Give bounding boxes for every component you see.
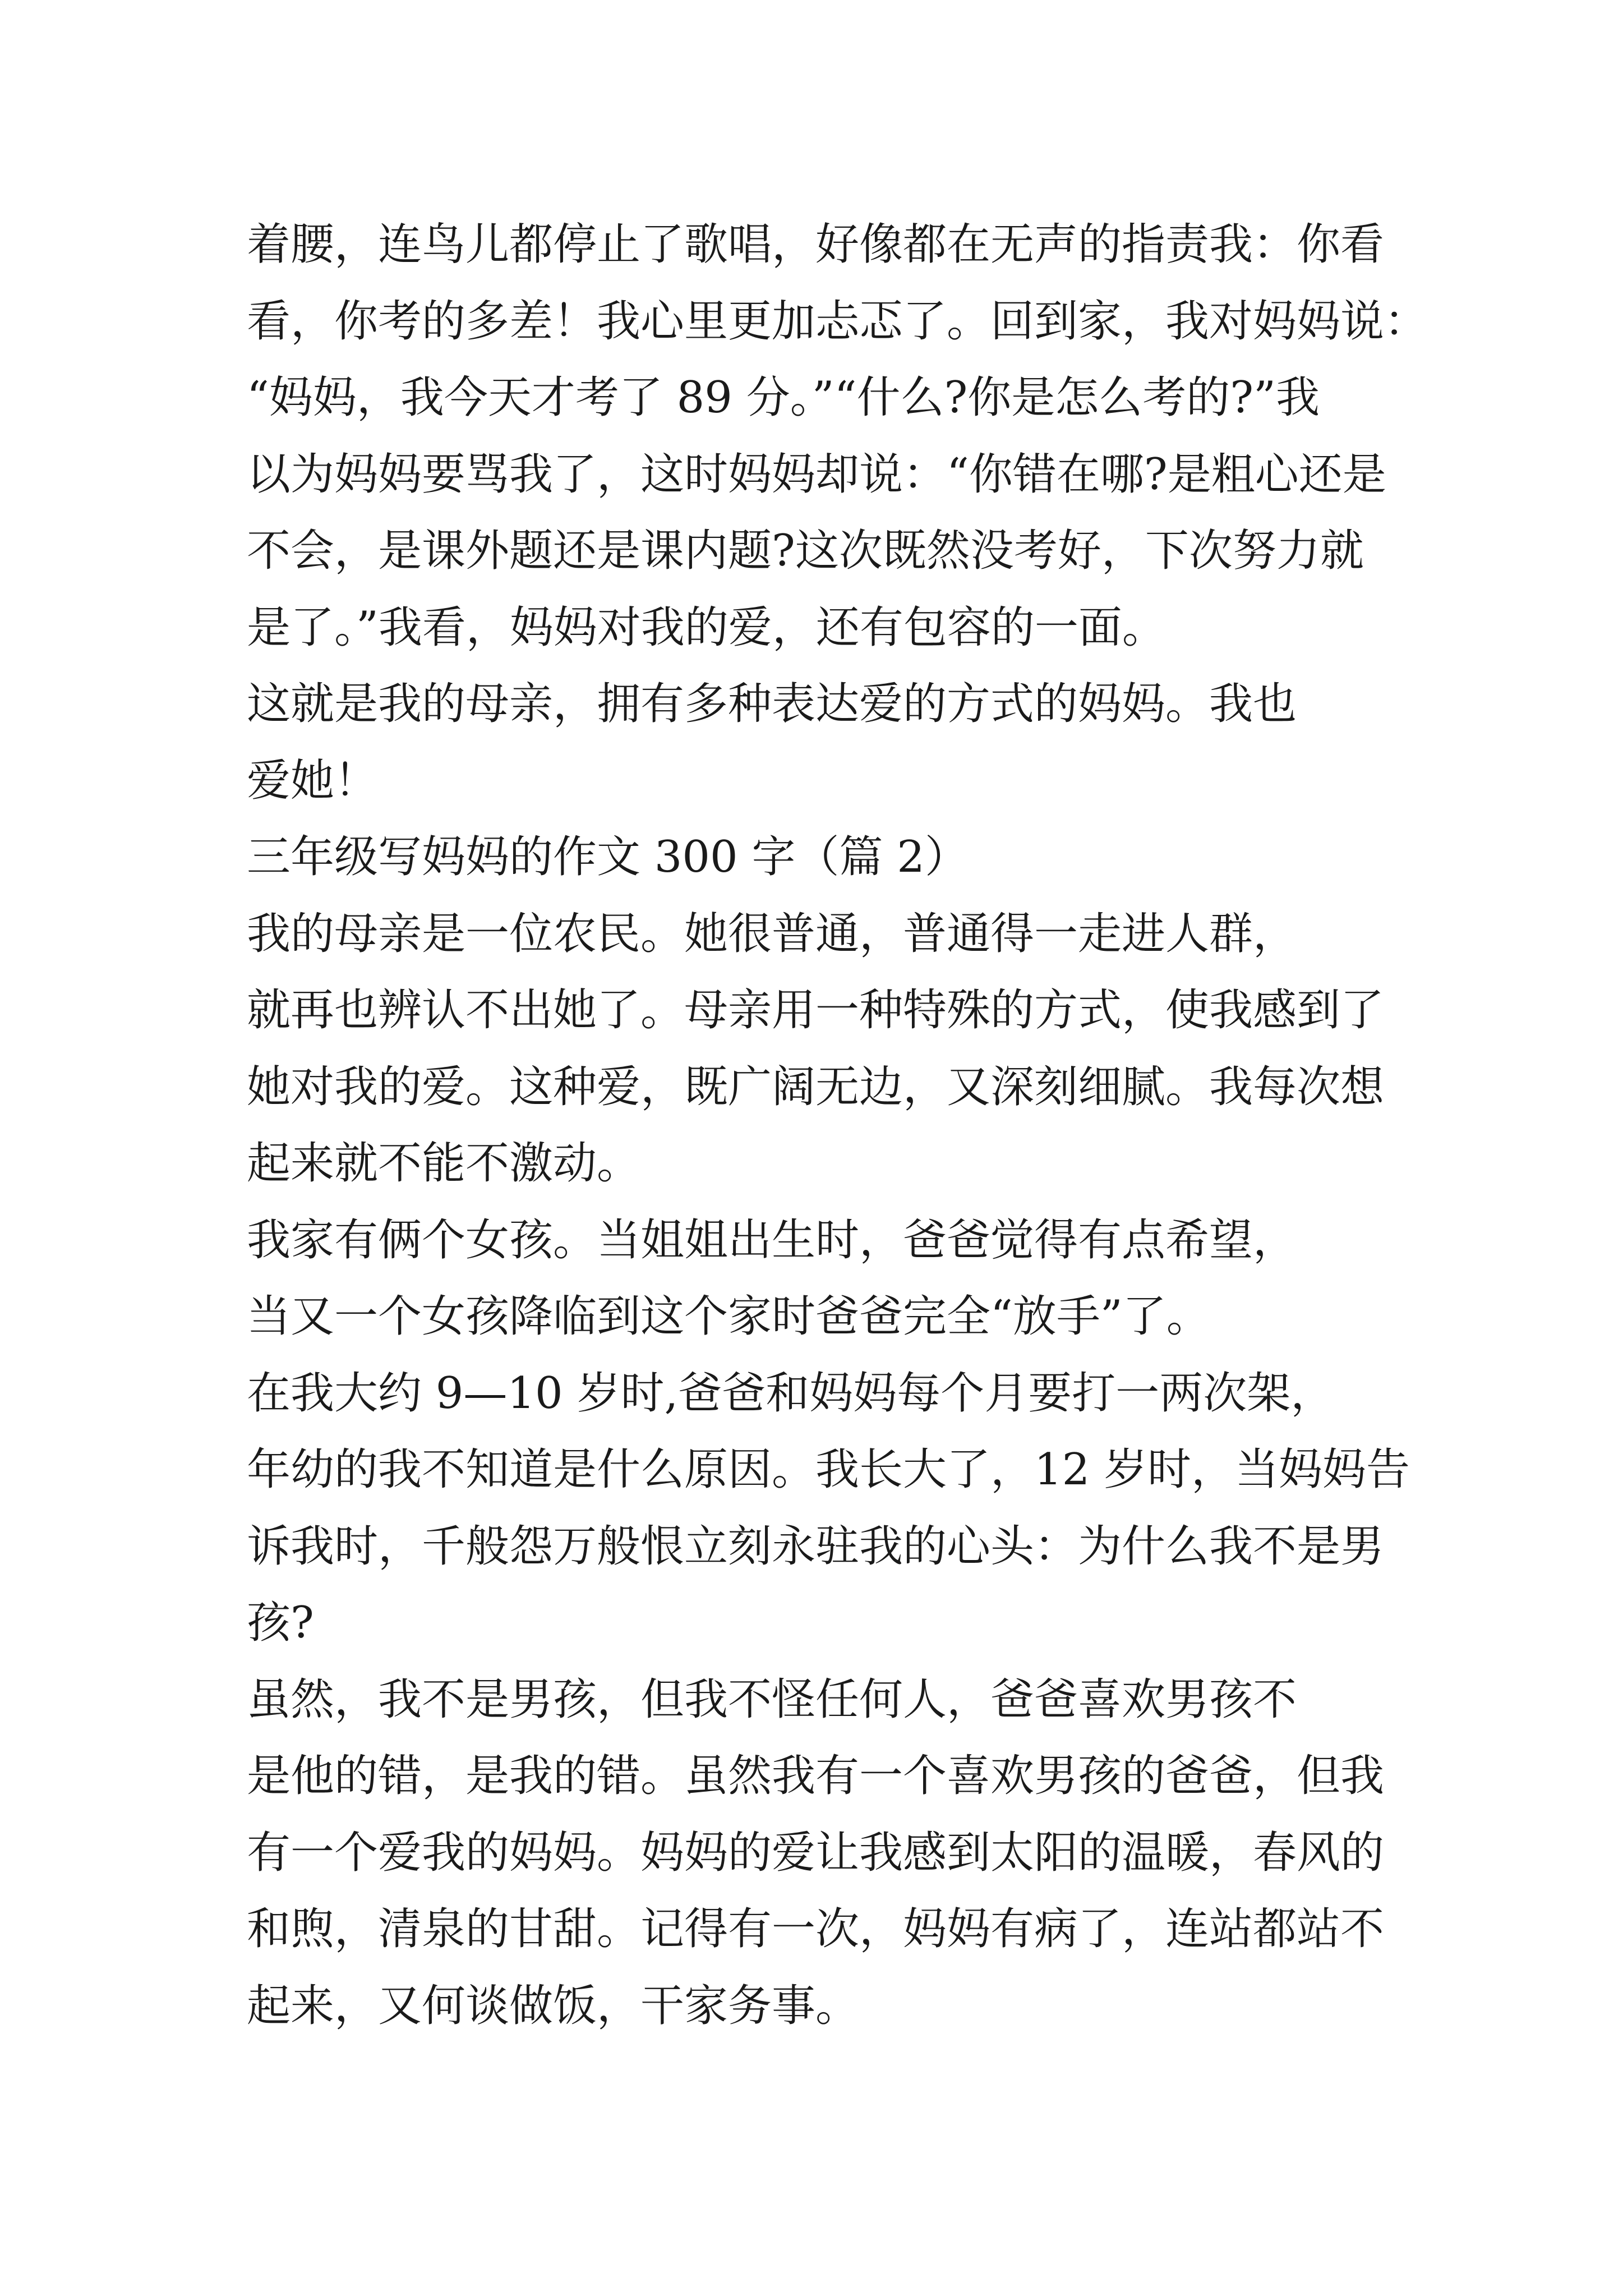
paragraph-start-line: 虽然，我不是男孩，但我不怪任何人，爸爸喜欢男孩不 [247, 1674, 1297, 1725]
text-line: 爱她！ [247, 755, 379, 806]
text-line: 是他的错，是我的错。虽然我有一个喜欢男孩的爸爸，但我 [247, 1751, 1385, 1801]
text-line: 是了。”我看，妈妈对我的爱，还有包容的一面。 [247, 602, 1166, 653]
text-line: 有一个爱我的妈妈。妈妈的爱让我感到太阳的温暖，春风的 [247, 1827, 1385, 1878]
text-line: 起来就不能不激动。 [247, 1138, 641, 1189]
text-line: 以为妈妈要骂我了，这时妈妈却说：“你错在哪?是粗心还是 [247, 449, 1386, 500]
paragraph-start-line: 我家有俩个女孩。当姐姐出生时，爸爸觉得有点希望， [247, 1214, 1297, 1266]
text-line: 她对我的爱。这种爱，既广阔无边，又深刻细腻。我每次想 [247, 1061, 1385, 1112]
text-line: 着腰，连鸟儿都停止了歌唱，好像都在无声的指责我：你看 [247, 219, 1385, 270]
text-line: 起来，又何谈做饭，干家务事。 [247, 1980, 860, 2031]
article-body [247, 206, 1428, 2044]
text-line: 孩? [247, 1598, 314, 1648]
text-line: 看，你考的多差！我心里更加忐忑了。回到家，我对妈妈说： [247, 296, 1428, 347]
text-line: 就再也辨认不出她了。母亲用一种特殊的方式，使我感到了 [247, 985, 1385, 1036]
paragraph-start-line: 这就是我的母亲，拥有多种表达爱的方式的妈妈。我也 [247, 679, 1297, 729]
text-line: “妈妈，我今天才考了 89 分。”“什么?你是怎么考的?”我 [247, 372, 1320, 423]
text-line: 不会，是课外题还是课内题?这次既然没考好，下次努力就 [247, 526, 1364, 576]
section-heading: 三年级写妈妈的作文 300 字（篇 2） [247, 832, 969, 882]
text-line: 和煦，清泉的甘甜。记得有一次，妈妈有病了，连站都站不 [247, 1904, 1385, 1954]
text-line: 年幼的我不知道是什么原因。我长大了，12 岁时，当妈妈告 [247, 1444, 1410, 1495]
paragraph-start-line: 我的母亲是一位农民。她很普通，普通得一走进人群， [247, 908, 1297, 959]
text-line: 当又一个女孩降临到这个家时爸爸完全“放手”了。 [247, 1291, 1210, 1342]
paragraph-start-line: 在我大约 9—10 岁时,爸爸和妈妈每个月要打一两次架， [247, 1368, 1335, 1419]
text-line: 诉我时，千般怨万般恨立刻永驻我的心头：为什么我不是男 [247, 1521, 1385, 1572]
